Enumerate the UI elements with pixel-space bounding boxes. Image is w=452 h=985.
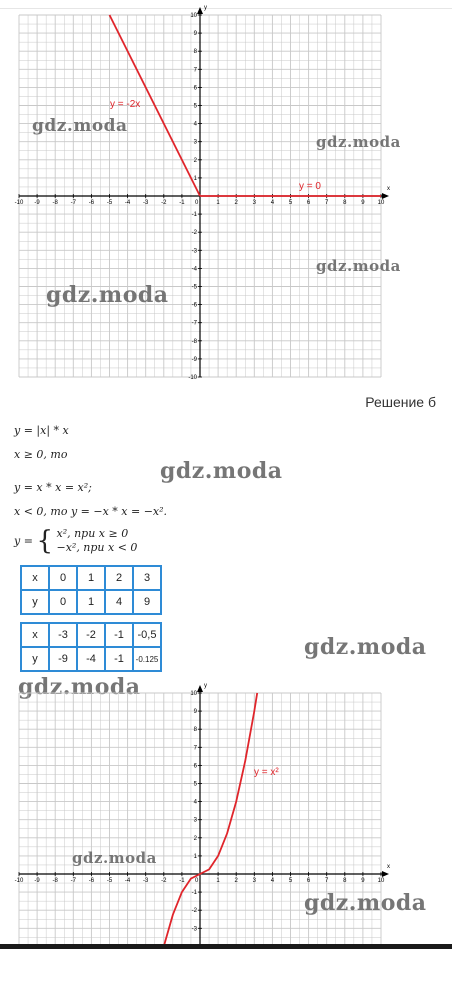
watermark: gdz.moda	[32, 116, 128, 136]
y-tick-label: 6	[193, 85, 197, 92]
y-tick-label: -1	[191, 212, 197, 219]
math-system	[14, 526, 137, 556]
x-tick-label: 3	[252, 878, 256, 884]
solution-heading: Решение б	[365, 394, 436, 410]
x-tick-label: -7	[70, 200, 76, 206]
table-cell: 3	[133, 566, 161, 590]
x-tick-label: -9	[34, 878, 40, 884]
math-line: y = |x| * x	[14, 424, 69, 437]
table-cell: x	[21, 566, 49, 590]
table-row	[21, 566, 161, 590]
x-tick-label: 4	[270, 878, 275, 884]
system-prefix: y =	[14, 534, 33, 548]
x-tick-label: -8	[52, 878, 58, 884]
y-tick-label: -4	[191, 266, 197, 273]
x-axis-arrow	[382, 193, 389, 199]
y-tick-label: 7	[193, 67, 197, 74]
y-tick-label: -1	[191, 890, 197, 897]
y-tick-label: 4	[193, 121, 197, 128]
annotation-label: y = x²	[254, 767, 279, 778]
table-cell: 9	[133, 590, 161, 614]
values-table-1	[20, 565, 162, 615]
y-tick-label: 8	[193, 49, 197, 56]
y-tick-label: 7	[193, 745, 197, 752]
x-tick-label: 9	[361, 878, 365, 884]
x-tick-label: -7	[70, 878, 76, 884]
x-tick-label: 3	[252, 200, 256, 206]
y-tick-label: -8	[191, 338, 197, 345]
watermark: gdz.moda	[316, 257, 401, 275]
y-tick-label: 3	[193, 139, 197, 146]
x-tick-label: -2	[161, 878, 167, 884]
table-cell: y	[21, 590, 49, 614]
x-tick-label: 1	[216, 200, 220, 206]
x-tick-label: 6	[306, 878, 311, 884]
x-tick-label: -8	[52, 200, 58, 206]
watermark: gdz.moda	[72, 849, 157, 867]
y-tick-label: 9	[193, 709, 197, 716]
x-tick-label: 8	[343, 878, 347, 884]
watermark: gdz.moda	[46, 282, 169, 308]
y-tick-label: 9	[193, 31, 197, 38]
x-axis-label: x	[387, 186, 390, 192]
y-axis-arrow	[197, 7, 203, 14]
y-tick-label: 1	[193, 175, 197, 182]
y-axis-label: y	[204, 5, 207, 11]
watermark: gdz.moda	[160, 458, 283, 484]
table-cell: -9	[49, 647, 77, 671]
x-tick-label: 4	[270, 200, 275, 206]
system-case: x², при x ≥ 0	[56, 527, 129, 540]
y-tick-label: 6	[193, 763, 197, 770]
math-line: x ≥ 0, то	[14, 448, 68, 461]
x-tick-label: -1	[179, 200, 185, 206]
system-case: −x², при x < 0	[56, 541, 138, 554]
table-cell: 0	[49, 590, 77, 614]
y-tick-label: 2	[193, 835, 197, 842]
x-tick-label: 0	[195, 878, 199, 884]
system-cases	[56, 527, 137, 555]
x-axis-label: x	[387, 864, 390, 870]
y-axis-arrow	[197, 685, 203, 692]
table-row	[21, 590, 161, 614]
x-tick-label: -3	[143, 200, 149, 206]
y-tick-label: 3	[193, 817, 197, 824]
x-tick-label: -4	[124, 878, 131, 884]
table-cell: -1	[105, 623, 133, 647]
x-tick-label: 7	[325, 200, 329, 206]
table-cell: 1	[77, 590, 105, 614]
y-tick-label: -6	[191, 302, 197, 309]
x-tick-label: -2	[161, 200, 167, 206]
x-tick-label: -6	[88, 878, 95, 884]
table-cell: 0	[49, 566, 77, 590]
watermark: gdz.moda	[316, 133, 401, 151]
y-tick-label: 10	[190, 691, 197, 697]
x-tick-label: 2	[234, 200, 238, 206]
x-tick-label: 7	[325, 878, 329, 884]
bottom-bar	[0, 944, 452, 949]
y-tick-label: 5	[193, 103, 197, 110]
watermark: gdz.moda	[18, 674, 141, 700]
annotation-label: y = -2x	[110, 99, 141, 110]
x-tick-label: -5	[106, 200, 113, 206]
values-table-2	[20, 622, 162, 672]
x-tick-label: 5	[288, 878, 293, 884]
x-tick-label: 1	[216, 878, 220, 884]
x-tick-label: -10	[14, 200, 24, 206]
math-line: y = x * x = x²;	[14, 481, 92, 494]
y-tick-label: -10	[188, 375, 197, 381]
x-tick-label: -4	[124, 200, 131, 206]
watermark: gdz.moda	[304, 890, 427, 916]
x-tick-label: 10	[377, 200, 385, 206]
table-cell: 1	[77, 566, 105, 590]
watermark: gdz.moda	[304, 634, 427, 660]
x-tick-label: -5	[106, 878, 113, 884]
table-cell: -1	[105, 647, 133, 671]
system-brace: {	[36, 526, 53, 556]
table-cell: 4	[105, 590, 133, 614]
table-cell: y	[21, 647, 49, 671]
y-tick-label: -9	[191, 356, 197, 363]
x-tick-label: -10	[14, 878, 24, 884]
y-tick-label: 1	[193, 853, 197, 860]
y-tick-label: -3	[191, 926, 197, 933]
x-tick-label: 10	[377, 878, 385, 884]
table-cell: -2	[77, 623, 105, 647]
x-tick-label: 9	[361, 200, 365, 206]
y-axis-label: y	[204, 683, 207, 689]
x-tick-label: -1	[179, 878, 185, 884]
x-tick-label: -6	[88, 200, 95, 206]
y-tick-label: -3	[191, 248, 197, 255]
y-tick-label: 2	[193, 157, 197, 164]
table-row	[21, 647, 161, 671]
table-cell: x	[21, 623, 49, 647]
x-tick-label: -3	[143, 878, 149, 884]
table-cell: -0,5	[133, 623, 161, 647]
x-tick-label: 0	[195, 200, 199, 206]
y-tick-label: 10	[190, 13, 197, 19]
y-tick-label: -7	[191, 320, 197, 327]
x-axis-arrow	[382, 871, 389, 877]
y-tick-label: 4	[193, 799, 197, 806]
x-tick-label: 5	[288, 200, 293, 206]
annotation-label: y = 0	[299, 181, 321, 192]
y-tick-label: 5	[193, 781, 197, 788]
graph-linear	[0, 0, 452, 386]
x-tick-label: -9	[34, 200, 40, 206]
y-tick-label: -5	[191, 284, 197, 291]
table-cell: -3	[49, 623, 77, 647]
y-tick-label: -2	[191, 230, 197, 237]
x-tick-label: 6	[306, 200, 311, 206]
y-tick-label: -2	[191, 908, 197, 915]
table-cell: -4	[77, 647, 105, 671]
table-cell: -0.125	[133, 647, 161, 671]
math-line: x < 0, то y = −x * x = −x².	[14, 505, 168, 518]
x-tick-label: 8	[343, 200, 347, 206]
table-row	[21, 623, 161, 647]
table-cell: 2	[105, 566, 133, 590]
y-tick-label: 8	[193, 727, 197, 734]
x-tick-label: 2	[234, 878, 238, 884]
